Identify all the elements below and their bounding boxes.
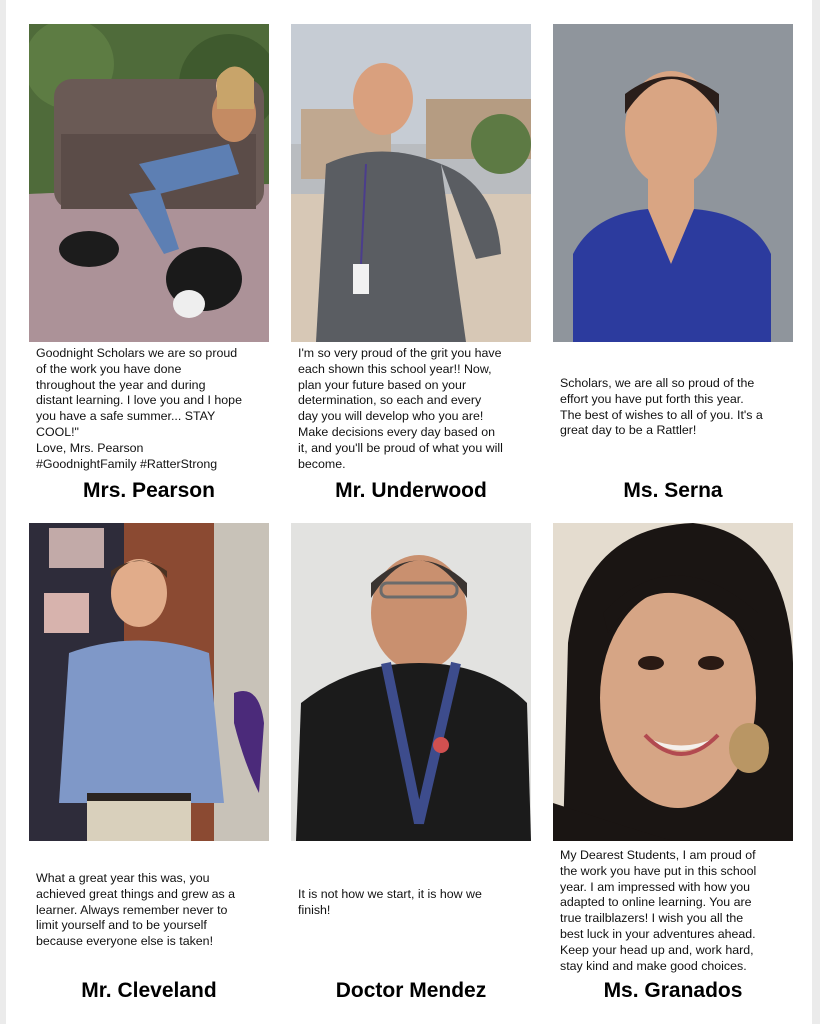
name-cleveland: Mr. Cleveland: [81, 979, 217, 1002]
message-mendez: It is not how we start, it is how we finish!: [298, 887, 482, 917]
message-serna: Scholars, we are all so proud of the effort you have put forth this year. The best of wishes to all of you. It's a great day to be a Rattler!: [560, 376, 763, 438]
photo-granados: [553, 523, 793, 841]
message-underwood: I'm so very proud of the grit you have each shown this school year!! Now, plan your future based on your determination, so each and every day you will develop who you are! Make decisions every day based on it, and you'll be proud of what you will become.: [298, 346, 503, 471]
message-pearson: Goodnight Scholars we are so proud of the work you have done throughout the year and during distant learning. I love you and I hope you have a safe summer... STAY COOL!" Love, Mrs. Pearson #GoodnightFamily #RatterStrong: [36, 346, 242, 471]
name-mendez: Doctor Mendez: [335, 979, 487, 1002]
name-serna: Ms. Serna: [623, 479, 723, 502]
name-granados: Ms. Granados: [603, 979, 743, 1002]
photo-underwood: [291, 24, 531, 342]
message-cleveland: What a great year this was, you achieved great things and grew as a learner. Always remember never to limit yourself and to be yourself because everyone else is taken!: [36, 871, 236, 949]
message-granados: My Dearest Students, I am proud of the work you have put in this school year. I am impressed with how you adapted to online learning. You are true trailblazers! I wish you all the best luck in your adventures ahead. Keep your head up and, work hard, stay kind and make good choices.: [560, 848, 757, 973]
photo-pearson: [29, 24, 269, 342]
yearbook-page: [6, 0, 812, 1024]
photo-mendez: [291, 523, 531, 841]
name-underwood: Mr. Underwood: [335, 479, 487, 502]
name-pearson: Mrs. Pearson: [83, 479, 215, 502]
photo-cleveland: [29, 523, 269, 841]
photo-serna: [553, 24, 793, 342]
